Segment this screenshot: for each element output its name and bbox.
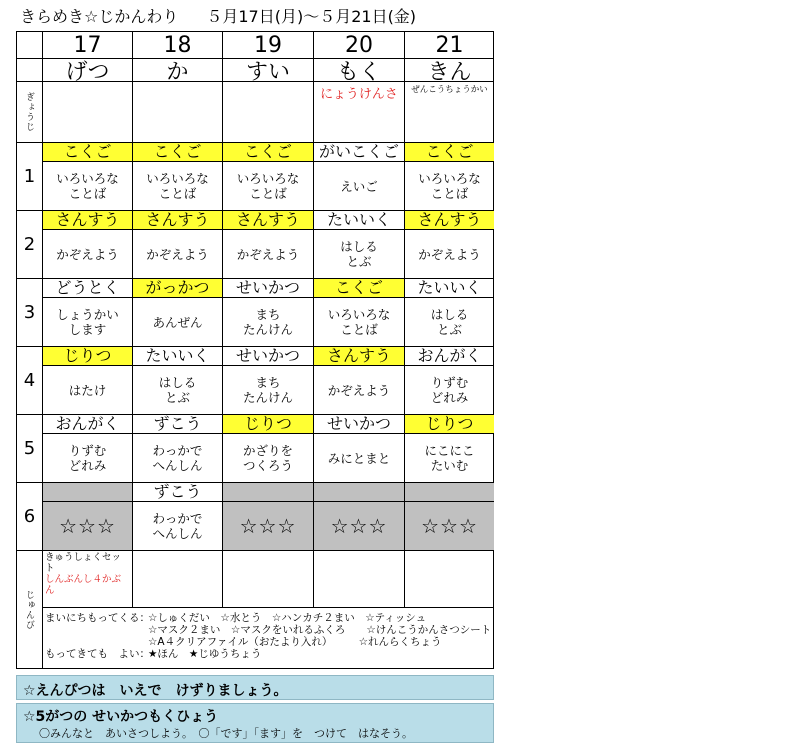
subject-cell: さんすう — [314, 347, 405, 366]
subject-cell: せいかつ — [223, 347, 314, 366]
gyouji-cell — [43, 82, 133, 143]
note-text: ☆A４クリアファイル（おたより入れ） ☆れんらくちょう — [148, 636, 442, 648]
lesson-content: まち たんけん — [223, 298, 314, 347]
day-name: きん — [405, 59, 494, 82]
stars-cell: ☆☆☆ — [223, 502, 314, 551]
subject-cell: じりつ — [405, 415, 494, 434]
daily-items-2 — [45, 624, 491, 636]
pencil-banner — [16, 675, 494, 700]
junbi-label-cell — [17, 551, 43, 668]
subject-cell: おんがく — [405, 347, 494, 366]
subject-cell: こくご — [314, 279, 405, 298]
junbi-day-cell — [223, 551, 314, 608]
lesson-content: かぞえよう — [405, 230, 494, 279]
lesson-content: いろいろな ことば — [405, 162, 494, 211]
subject-cell: たいいく — [133, 347, 223, 366]
subject-cell: さんすう — [223, 211, 314, 230]
subject-cell — [43, 483, 133, 502]
day-number: 18 — [133, 32, 223, 59]
goal-title: ☆5がつの せいかつもくひょう — [23, 709, 219, 725]
stars-cell: ☆☆☆ — [43, 502, 133, 551]
lesson-content: りずむ どれみ — [405, 366, 494, 415]
subject-cell — [314, 483, 405, 502]
date-range: ５月17日(月)～５月21日(金) — [206, 7, 417, 26]
goal-text: 〇みんなと あいさつしよう。 〇「です」「ます」を つけて はなそう。 — [39, 727, 413, 740]
subject-cell: どうとく — [43, 279, 133, 298]
gyouji-cell — [314, 82, 405, 143]
lesson-content: はしる とぶ — [314, 230, 405, 279]
subject-cell: こくご — [133, 143, 223, 162]
junbi-day-cell — [314, 551, 405, 608]
day-number: 19 — [223, 32, 314, 59]
subject-cell: おんがく — [43, 415, 133, 434]
note-text: ★ほん ★じゆうちょう — [148, 648, 262, 660]
lesson-content: あんぜん — [133, 298, 223, 347]
lesson-content: いろいろな ことば — [223, 162, 314, 211]
lesson-content: かぞえよう — [314, 366, 405, 415]
junbi-label: じゅんび — [24, 589, 34, 630]
junbi-monday-red-item: しんぶんし４かぶん — [45, 574, 122, 596]
junbi-monday — [43, 551, 132, 597]
lesson-content: いろいろな ことば — [43, 162, 133, 211]
subject-cell: がっかつ — [133, 279, 223, 298]
subject-cell: じりつ — [223, 415, 314, 434]
lesson-content: しょうかい します — [43, 298, 133, 347]
period-number: 6 — [17, 483, 43, 551]
gyouji-entry: にょうけんさ — [320, 87, 398, 102]
lesson-content: わっかで へんしん — [133, 434, 223, 483]
note-text: ☆しゅくだい ☆水とう ☆ハンカチ２まい ☆ティッシュ — [148, 612, 427, 624]
note-text: ☆マスク２まい ☆マスクをいれるふくろ ☆けんこうかんさつシート — [148, 624, 492, 636]
lesson-content: みにとまと — [314, 434, 405, 483]
lesson-content: かざりを つくろう — [223, 434, 314, 483]
subject-cell: こくご — [223, 143, 314, 162]
day-number: 17 — [43, 32, 133, 59]
lesson-content: まち たんけん — [223, 366, 314, 415]
gyouji-entry: ぜんこうちょうかい — [411, 85, 488, 95]
optional-items — [45, 648, 261, 660]
lesson-content: はたけ — [43, 366, 133, 415]
junbi-day-cell — [43, 551, 133, 608]
period-number: 1 — [17, 143, 43, 211]
lesson-content: りずむ どれみ — [43, 434, 133, 483]
subject-cell: たいいく — [314, 211, 405, 230]
subject-cell — [405, 483, 494, 502]
subject-cell: ずこう — [133, 483, 223, 502]
period-number: 5 — [17, 415, 43, 483]
subject-cell: じりつ — [43, 347, 133, 366]
subject-cell — [223, 483, 314, 502]
subject-cell: がいこくご — [314, 143, 405, 162]
subject-cell: せいかつ — [314, 415, 405, 434]
subject-cell: さんすう — [133, 211, 223, 230]
subject-cell: たいいく — [405, 279, 494, 298]
day-name: もく — [314, 59, 405, 82]
subject-cell: せいかつ — [223, 279, 314, 298]
schedule-title: きらめき☆じかんわり — [20, 7, 179, 26]
lesson-content: わっかで へんしん — [133, 502, 223, 551]
lesson-content: はしる とぶ — [405, 298, 494, 347]
day-name: か — [133, 59, 223, 82]
goal-banner — [16, 703, 494, 743]
corner-cell — [17, 32, 43, 59]
period-number: 2 — [17, 211, 43, 279]
subject-cell: さんすう — [43, 211, 133, 230]
daily-items-3 — [45, 636, 442, 648]
note-label: まいにちもってくる： — [45, 612, 150, 624]
lesson-content: かぞえよう — [43, 230, 133, 279]
gyouji-cell — [223, 82, 314, 143]
stars-cell: ☆☆☆ — [314, 502, 405, 551]
corner-cell-2 — [17, 59, 43, 82]
gyouji-label-cell — [17, 82, 43, 143]
lesson-content: いろいろな ことば — [133, 162, 223, 211]
pencil-note: ☆えんぴつは いえで けずりましょう。 — [23, 683, 288, 699]
day-number: 20 — [314, 32, 405, 59]
day-name: すい — [223, 59, 314, 82]
lesson-content: かぞえよう — [223, 230, 314, 279]
subject-cell: ずこう — [133, 415, 223, 434]
subject-cell: こくご — [43, 143, 133, 162]
period-number: 4 — [17, 347, 43, 415]
junbi-notes — [43, 608, 493, 668]
stars-cell: ☆☆☆ — [405, 502, 494, 551]
subject-cell: こくご — [405, 143, 494, 162]
day-name: げつ — [43, 59, 133, 82]
lesson-content: にこにこ たいむ — [405, 434, 494, 483]
day-number: 21 — [405, 32, 494, 59]
gyouji-cell — [133, 82, 223, 143]
lesson-content: いろいろな ことば — [314, 298, 405, 347]
note-label: もってきても よい： — [45, 648, 150, 660]
subject-cell: さんすう — [405, 211, 494, 230]
junbi-day-cell — [405, 551, 494, 608]
junbi-monday-item: きゅうしょくセット — [45, 552, 122, 574]
period-number: 3 — [17, 279, 43, 347]
lesson-content: えいご — [314, 162, 405, 211]
daily-items — [45, 612, 426, 624]
timetable — [16, 31, 494, 669]
junbi-day-cell — [133, 551, 223, 608]
lesson-content: かぞえよう — [133, 230, 223, 279]
lesson-content: はしる とぶ — [133, 366, 223, 415]
page-title — [20, 6, 416, 28]
gyouji-cell — [405, 82, 494, 143]
gyouji-label: ぎょうじ — [24, 92, 34, 132]
